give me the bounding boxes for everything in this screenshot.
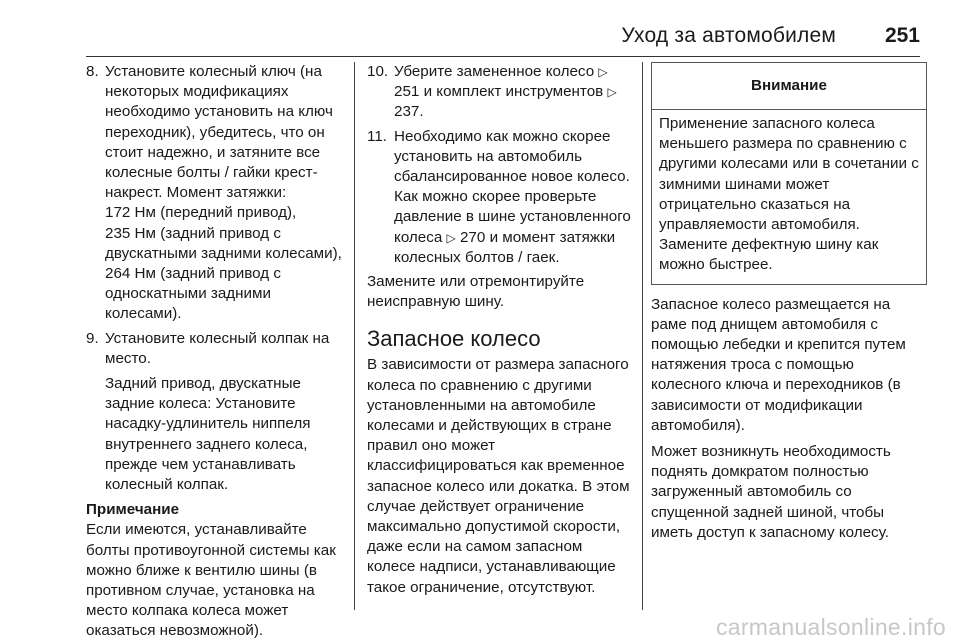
paragraph: Запасное колесо размещается на раме под днищем автомобиля с помощью лебедки и крепится путем натяжения троса с помощью колесного ключа и переходников (в зависимости от модификации автомобиля).	[651, 295, 906, 434]
warning-box	[651, 62, 927, 285]
step-8	[86, 62, 344, 325]
note-title: Примечание	[86, 501, 180, 519]
step-8-text: Установите колесный ключ (на некоторых модификациях необходимо установить на ключ переходник), убедитесь, что он стоит надежно, и затяните все колесные болты / гайки крест-накрест. Момент затяжки:	[105, 63, 333, 202]
step-9	[86, 329, 344, 496]
reference-arrow-icon: ▷	[446, 230, 456, 245]
step-number: 8.	[86, 63, 99, 80]
paragraph: В зависимости от размера запасного колеса по сравнению с другими установленными на автомобиле колесами и действующих в стране правил оно может классифицироваться как временное запасное колесо или докатка. В этом случае действует ограничение максимально допустимой скорости, даже если на самом запасном колесе надписи, устанавливающие такое ограничение, отсутствуют.	[367, 356, 630, 596]
step-number: 10.	[367, 63, 389, 80]
reference-arrow-icon: ▷	[607, 85, 617, 100]
step-9-text: Установите колесный колпак на место.	[105, 329, 330, 367]
step-number: 11.	[367, 127, 387, 145]
section-title: Запасное колесо	[367, 326, 541, 352]
note-text: Если имеются, устанавливайте болты противоугонной системы как можно ближе к вентилю шины (в противном случае, установка на место колпака колеса может оказаться невозможной).	[86, 521, 336, 640]
column-3	[651, 62, 927, 549]
step-text	[105, 62, 344, 325]
step-text	[394, 127, 633, 268]
page-number: 251	[884, 24, 920, 47]
step-text	[394, 62, 633, 123]
column-1	[86, 62, 344, 642]
step-10-text-cont: и комплект инструментов	[423, 83, 604, 101]
step-9-subtext: Задний привод, двускатные задние колеса: Установите насадку-удлинитель ниппеля внутреннего заднего колеса, прежде чем устанавливать колесный колпак.	[105, 375, 311, 494]
step-11-text: Необходимо как можно скорее установить на автомобиль сбалансированное новое колесо. Как можно скорее проверьте давление в шине установленного колеса	[394, 127, 631, 246]
reference-arrow-icon: ▷	[598, 65, 608, 79]
column-2	[367, 62, 633, 604]
watermark: carmanualsonline.info	[715, 614, 946, 640]
header-rule	[86, 56, 920, 57]
step-11	[367, 127, 633, 268]
step-text	[105, 329, 344, 496]
column-divider-2	[642, 62, 643, 610]
torque-rear: 235 Нм (задний привод с двускатными задними колесами), 264 Нм (задний привод с односкатными задними колесами).	[105, 224, 342, 323]
step-10	[367, 62, 633, 123]
step-11-text-cont: и момент затяжки колесных болтов / гаек.	[394, 228, 616, 266]
warning-text: Применение запасного колеса меньшего размера по сравнению с другими колесами или в сочетании с зимними шинами может отрицательно сказаться на управляемости автомобиля. Замените дефектную шину как можно быстрее.	[659, 115, 919, 274]
page-header	[0, 0, 960, 58]
paragraph: Может возникнуть необходимость поднять домкратом полностью загруженный автомобиль со спущенной задней шиной, чтобы иметь доступ к запасному колесу.	[651, 443, 891, 541]
page-reference-link[interactable]: 237.	[394, 103, 424, 121]
warning-title: Внимание	[652, 63, 926, 110]
page-reference-link[interactable]: 251	[394, 83, 420, 101]
step-number: 9.	[86, 329, 99, 347]
column-divider-1	[354, 62, 355, 610]
page-reference-link[interactable]: 270	[459, 228, 486, 246]
page-title: Уход за автомобилем	[621, 24, 836, 47]
step-10-text: Уберите замененное колесо	[394, 63, 595, 80]
paragraph: Замените или отремонтируйте неисправную шину.	[367, 273, 585, 311]
torque-front: 172 Нм (передний привод),	[105, 204, 297, 222]
